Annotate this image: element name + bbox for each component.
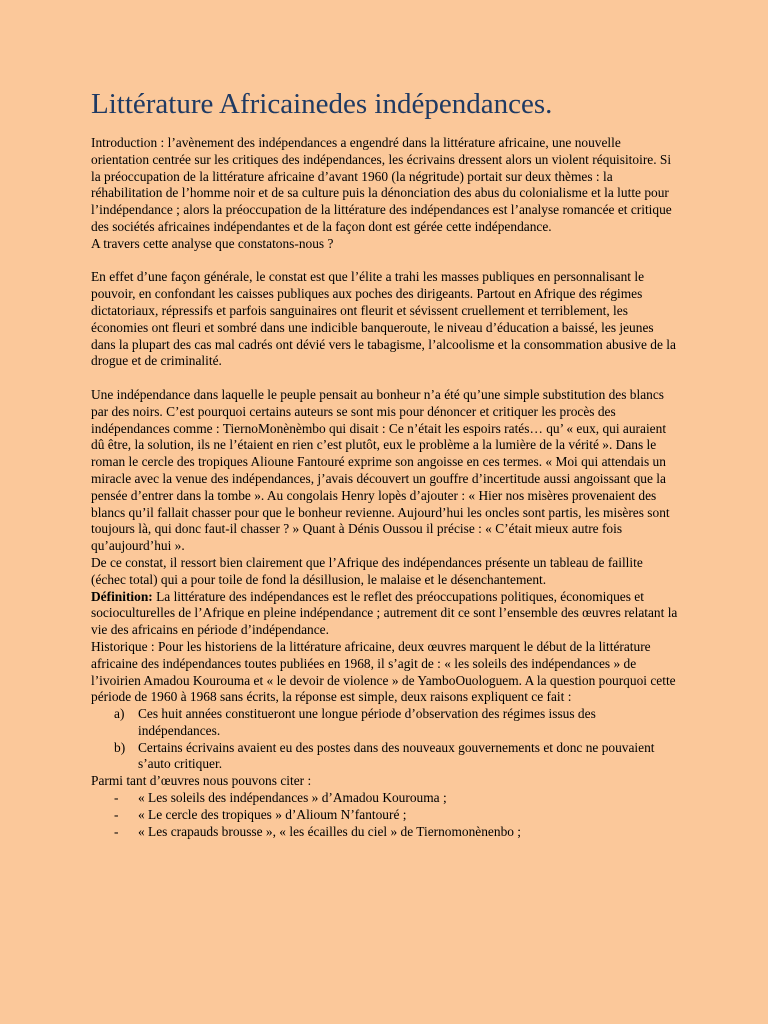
paragraph-parmi: Parmi tant d’œuvres nous pouvons citer : (91, 773, 312, 789)
paragraph-constat: De ce constat, il ressort bien clairement que l’Afrique des indépendances présente un tableau de faillite (échec total) qui a pour toile de fond la désillusion, le malaise et le désenchantement. (91, 554, 643, 587)
list-item (91, 790, 681, 807)
list-item (91, 807, 681, 824)
definition-label: Définition: (91, 588, 153, 604)
paragraph-question: A travers cette analyse que constatons-nous ? (91, 235, 334, 251)
list-item-text: « Les crapauds brousse », « les écailles du ciel » de Tiernomonènenbo ; (138, 823, 522, 839)
list-marker: - (114, 806, 119, 822)
paragraph-historique: Historique : Pour les historiens de la littérature africaine, deux œuvres marquent le début de la littérature africaine des indépendances toutes publiées en 1968, il s’agit de : « les soleils des indépendances » de l’ivoirien Amadou Kourouma et « le devoir de violence » de YamboOuologuem. A la question pourquoi cette période de 1960 à 1968 sans écrits, la réponse est simple, deux raisons expliquent ce fait : (91, 638, 676, 705)
list-item (91, 740, 681, 774)
paragraph-effet: En effet d’une façon générale, le constat est que l’élite a trahi les masses publiques en personnalisant le pouvoir, en confondant les caisses publiques aux poches des dirigeants. Partout en Afrique des régimes dictatoriaux, répressifs et parfois sanguinaires ont fleurit et sévissent cruellement et terriblement, les économies ont fleuri et sombré dans une indicible banqueroute, le niveau d’éducation a baissé, les jeunes dans la plupart des cas mal cadrés ont dévié vers le tabagisme, l’alcoolisme et la consommation abusive de la drogue et de criminalité. (91, 269, 676, 369)
list-marker: a) (114, 706, 125, 722)
list-item (91, 824, 681, 841)
paragraph-introduction: Introduction : l’avènement des indépendances a engendré dans la littérature africaine, une nouvelle orientation centrée sur les critiques des indépendances, les écrivains dressent alors un violent réquisitoire. Si la préoccupation de la littérature africaine d’avant 1960 (la négritude) portait sur deux thèmes : la réhabilitation de l’homme noir et de sa culture puis la dénonciation des abus du colonialisme et la lutte pour l’indépendance ; alors la préoccupation de la littérature des indépendances est l’analyse romancée et critique des sociétés africaines indépendantes et de la façon dont est gérée cette indépendance. (91, 135, 672, 234)
list-item (91, 706, 681, 740)
definition-text: La littérature des indépendances est le reflet des préoccupations politiques, économiques et socioculturelles de l’Afrique en pleine indépendance ; autrement dit ce sont l’ensemble des œuvres relatant la vie des africains en période d’indépendance. (91, 588, 678, 638)
paragraph-definition (91, 589, 681, 639)
reasons-list (91, 706, 681, 773)
list-marker: - (114, 790, 119, 806)
works-list (91, 790, 681, 840)
document-title: Littérature Africainedes indépendances. (91, 88, 553, 120)
paragraph-spacer (91, 253, 681, 270)
paragraph-independance: Une indépendance dans laquelle le peuple pensait au bonheur n’a été qu’une simple substitution des blancs par des noirs. C’est pourquoi certains auteurs se sont mis pour dénoncer et critiquer les procès des indépendances comme : TiernoMonènèmbo qui disait : Ce n’était les espoirs ratés… qu’ « eux, qui auraient dû être, la solution, ils ne l’étaient en rien c’est plutôt, eux le problème a la lumière de la vérité ». Dans le roman le cercle des tropiques Alioune Fantouré exprime son angoisse en ces termes. « Moi qui attendais un miracle avec la venue des indépendances, j’avais découvert un gouffre d’incertitude aussi angoissant que la pensée d’entrer dans la tombe ». Au congolais Henry lopès d’ajouter : « Hier nos misères provenaient des blancs qu’il fallait chasser pour que le bonheur revienne. Aujourd’hui les oncles sont partis, les misères sont toujours là, qui donc faut-il chasser ? » Quant à Dénis Oussou il précise : « C’était mieux autre fois qu’aujourd’hui ». (91, 386, 670, 554)
list-marker: b) (114, 739, 126, 755)
list-item-text: Ces huit années constitueront une longue période d’observation des régimes issus des indépendances. (138, 706, 596, 738)
list-item-text: « Les soleils des indépendances » d’Amadou Kourouma ; (138, 790, 447, 806)
list-item-text: Certains écrivains avaient eu des postes dans des nouveaux gouvernements et donc ne pouvaient s’auto critiquer. (138, 739, 655, 772)
document-page (91, 86, 681, 840)
paragraph-spacer (91, 370, 681, 387)
list-item-text: « Le cercle des tropiques » d’Alioum N’fantouré ; (138, 806, 407, 822)
list-marker: - (114, 823, 119, 839)
